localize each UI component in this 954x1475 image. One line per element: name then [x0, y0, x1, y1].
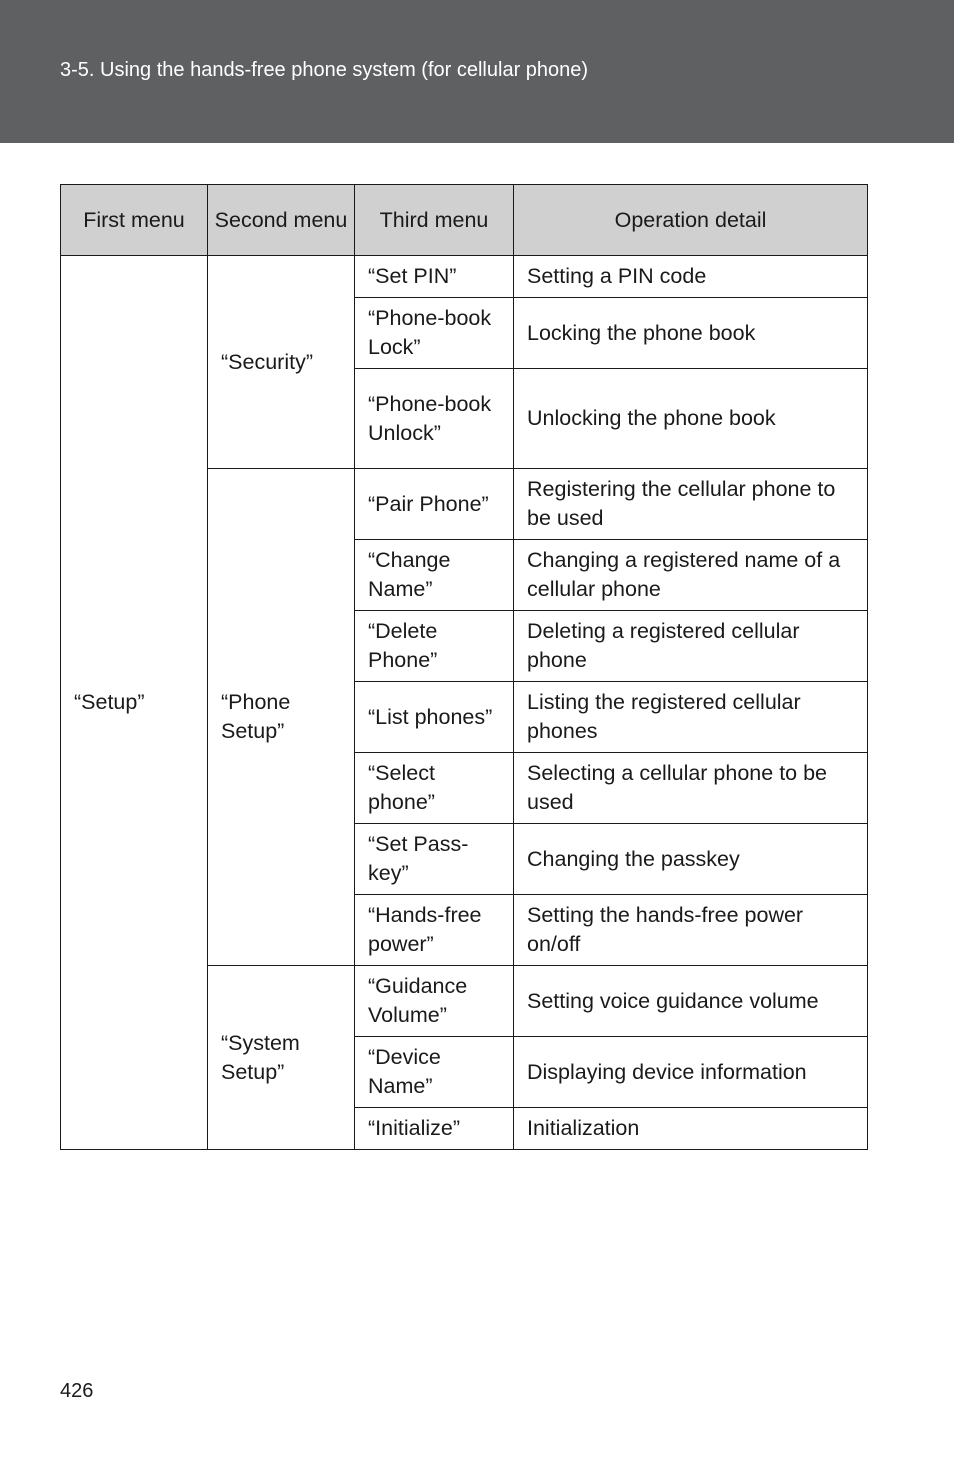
third-menu-cell: “Pair Phone”: [355, 469, 514, 540]
menu-table: [60, 184, 868, 1150]
column-header-first-menu: First menu: [61, 185, 208, 256]
third-menu-cell: “Delete Phone”: [355, 611, 514, 682]
operation-detail-cell: Selecting a cellular phone to be used: [514, 753, 868, 824]
third-menu-cell: “Hands-free power”: [355, 895, 514, 966]
third-menu-cell: “Select phone”: [355, 753, 514, 824]
page-number: 426: [60, 1380, 94, 1402]
third-menu-cell: “Set PIN”: [355, 256, 514, 298]
third-menu-cell: “Set Pass-key”: [355, 824, 514, 895]
column-header-operation-detail: Operation detail: [514, 185, 868, 256]
table-row: [61, 256, 868, 298]
column-header-third-menu: Third menu: [355, 185, 514, 256]
operation-detail-cell: Setting the hands-free power on/off: [514, 895, 868, 966]
column-header-second-menu: Second menu: [208, 185, 355, 256]
operation-detail-cell: Changing the passkey: [514, 824, 868, 895]
third-menu-cell: “Device Name”: [355, 1037, 514, 1108]
first-menu-cell: “Setup”: [61, 256, 208, 1150]
operation-detail-cell: Setting a PIN code: [514, 256, 868, 298]
third-menu-cell: “Phone-book Unlock”: [355, 369, 514, 469]
operation-detail-cell: Deleting a registered cellular phone: [514, 611, 868, 682]
second-menu-cell: “System Setup”: [208, 966, 355, 1150]
second-menu-cell: “Security”: [208, 256, 355, 469]
second-menu-cell: “Phone Setup”: [208, 469, 355, 966]
operation-detail-cell: Changing a registered name of a cellular phone: [514, 540, 868, 611]
third-menu-cell: “Guidance Volume”: [355, 966, 514, 1037]
operation-detail-cell: Unlocking the phone book: [514, 369, 868, 469]
third-menu-cell: “Phone-book Lock”: [355, 298, 514, 369]
operation-detail-cell: Registering the cellular phone to be used: [514, 469, 868, 540]
page-header: [0, 0, 954, 143]
operation-detail-cell: Initialization: [514, 1108, 868, 1150]
table-header-row: [61, 185, 868, 256]
third-menu-cell: “Initialize”: [355, 1108, 514, 1150]
third-menu-cell: “Change Name”: [355, 540, 514, 611]
third-menu-cell: “List phones”: [355, 682, 514, 753]
operation-detail-cell: Displaying device information: [514, 1037, 868, 1108]
operation-detail-cell: Locking the phone book: [514, 298, 868, 369]
section-title: 3-5. Using the hands-free phone system (for cellular phone): [60, 59, 589, 81]
operation-detail-cell: Listing the registered cellular phones: [514, 682, 868, 753]
operation-detail-cell: Setting voice guidance volume: [514, 966, 868, 1037]
